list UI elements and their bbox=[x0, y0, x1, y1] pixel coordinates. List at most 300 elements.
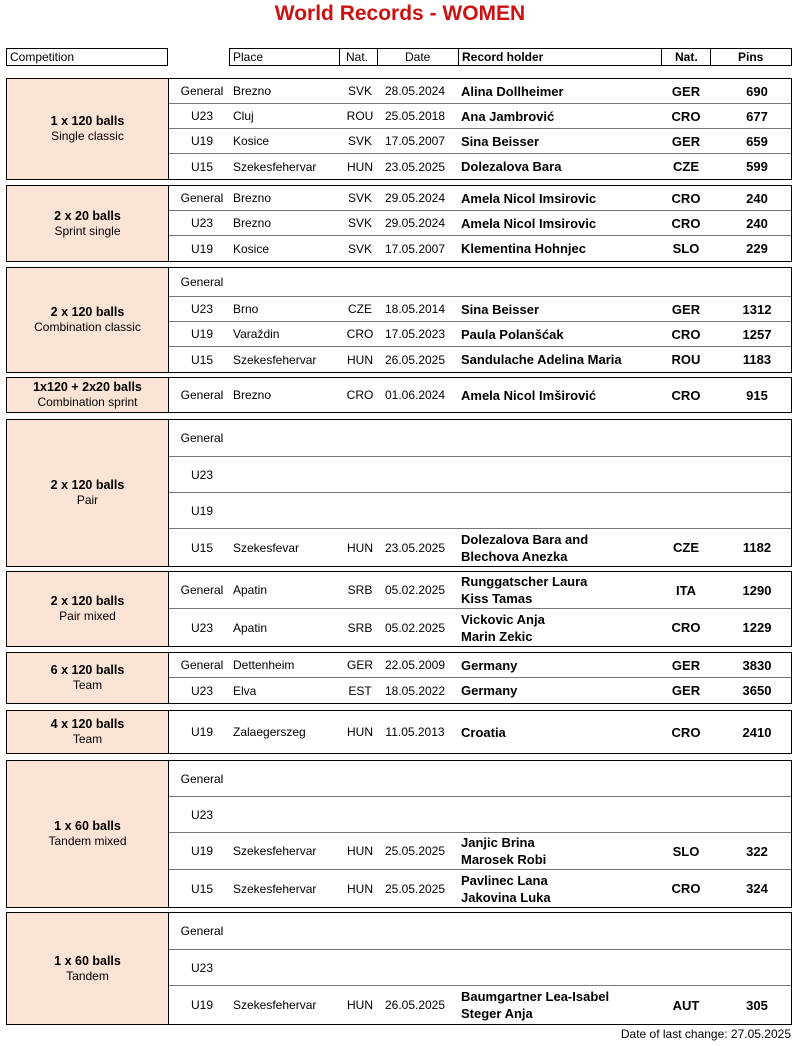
holder-nat-cell: ITA bbox=[676, 582, 696, 598]
record-rows bbox=[169, 913, 791, 1024]
competition-cell bbox=[7, 420, 169, 566]
holder-nat-cell: CRO bbox=[671, 326, 701, 342]
record-holder-cell bbox=[461, 378, 661, 412]
record-holder-name: Janjic Brina bbox=[461, 835, 535, 850]
competition-name: 6 x 120 balls bbox=[50, 663, 125, 677]
date-cell: 29.05.2024 bbox=[384, 216, 446, 230]
table-row bbox=[169, 79, 791, 104]
record-block bbox=[6, 377, 792, 413]
table-row bbox=[169, 457, 791, 493]
date-cell: 11.05.2013 bbox=[385, 725, 445, 739]
header-competition bbox=[6, 48, 168, 66]
holder-nat-cell bbox=[661, 797, 711, 832]
date-cell: 18.05.2014 bbox=[384, 302, 446, 316]
pins-cell: 1312 bbox=[742, 301, 772, 317]
record-block bbox=[6, 267, 792, 373]
holder-nat-cell bbox=[661, 268, 711, 296]
holder-nat-cell bbox=[661, 420, 711, 456]
place-cell: Brno bbox=[233, 302, 259, 316]
record-holder-cell bbox=[461, 186, 661, 210]
table-row bbox=[169, 833, 791, 870]
pins-cell: 677 bbox=[746, 108, 768, 124]
competition-name: 2 x 120 balls bbox=[50, 594, 125, 608]
place-nat-cell: HUN bbox=[347, 540, 373, 555]
competition-cell bbox=[7, 79, 169, 179]
record-holder-cell bbox=[461, 211, 661, 235]
table-row bbox=[169, 420, 791, 457]
place-cell: Varaždin bbox=[233, 327, 280, 341]
header-place-label: Place bbox=[233, 50, 264, 64]
category-cell: General bbox=[180, 84, 224, 98]
date-cell bbox=[375, 493, 455, 528]
place-nat-cell: HUN bbox=[347, 881, 373, 896]
record-rows bbox=[169, 420, 791, 566]
holder-nat-cell: CRO bbox=[671, 108, 701, 124]
record-holder-names bbox=[461, 301, 539, 318]
record-holder-name: Marin Zekic bbox=[461, 628, 533, 644]
record-holder-cell bbox=[461, 457, 661, 492]
category-cell: U23 bbox=[190, 960, 213, 975]
record-holder-names bbox=[461, 351, 622, 368]
category-cell: U19 bbox=[190, 241, 213, 256]
record-holder-name: Sina Beisser bbox=[461, 301, 540, 317]
place-cell bbox=[233, 797, 343, 832]
place-cell: Brezno bbox=[233, 84, 272, 98]
competition-type: Sprint single bbox=[54, 223, 121, 238]
table-row bbox=[169, 186, 791, 211]
holder-nat-cell: GER bbox=[671, 657, 701, 673]
date-cell bbox=[375, 457, 455, 492]
category-cell: U15 bbox=[190, 881, 213, 896]
table-row bbox=[169, 211, 791, 236]
place-cell: Szekesfehervar bbox=[233, 844, 317, 858]
header-holder-nat-label: Nat. bbox=[675, 50, 698, 64]
date-cell: 25.05.2018 bbox=[384, 109, 446, 123]
record-rows bbox=[169, 378, 791, 412]
record-holder-names bbox=[461, 724, 506, 741]
table-row bbox=[169, 297, 791, 322]
record-rows bbox=[169, 186, 791, 261]
record-holder-names bbox=[461, 240, 586, 257]
place-nat-cell: SVK bbox=[347, 241, 372, 256]
record-holder-names bbox=[461, 682, 517, 699]
last-change-date: Date of last change: 27.05.2025 bbox=[620, 1027, 791, 1041]
record-holder-name: Kiss Tamas bbox=[461, 591, 533, 606]
record-holder-cell bbox=[461, 833, 661, 869]
competition-name: 1 x 60 balls bbox=[54, 953, 121, 968]
date-cell: 25.05.2025 bbox=[384, 844, 446, 858]
pins-cell: 2410 bbox=[742, 724, 772, 740]
date-cell bbox=[375, 420, 455, 456]
date-cell: 17.05.2007 bbox=[384, 134, 446, 148]
record-block bbox=[6, 571, 792, 647]
holder-nat-cell: GER bbox=[671, 83, 701, 99]
record-holder-name: Runggatscher Laura bbox=[461, 574, 588, 589]
place-cell: Brezno bbox=[233, 388, 272, 402]
record-holder-name: Dolezalova Bara and bbox=[461, 531, 589, 547]
record-block bbox=[6, 185, 792, 262]
record-rows bbox=[169, 761, 791, 907]
table-row bbox=[169, 104, 791, 129]
holder-nat-cell: CRO bbox=[671, 387, 701, 403]
pins-cell: 599 bbox=[746, 159, 768, 174]
category-cell: U19 bbox=[190, 134, 213, 148]
holder-nat-cell: GER bbox=[671, 301, 701, 317]
date-cell: 23.05.2025 bbox=[384, 159, 446, 174]
record-holder-cell bbox=[461, 609, 661, 646]
record-holder-name: Sandulache Adelina Maria bbox=[461, 352, 622, 367]
competition-cell bbox=[7, 761, 169, 907]
record-holder-cell bbox=[461, 797, 661, 832]
record-holder-name: Germany bbox=[461, 657, 518, 673]
place-cell: Apatin bbox=[233, 583, 268, 597]
pins-cell: 3650 bbox=[742, 683, 772, 698]
record-holder-name: Pavlinec Lana bbox=[461, 872, 548, 888]
competition-name: 2 x 20 balls bbox=[54, 208, 121, 223]
record-holder-name: Blechova Anezka bbox=[461, 548, 568, 564]
table-row bbox=[169, 797, 791, 833]
record-block bbox=[6, 760, 792, 908]
place-cell bbox=[233, 950, 343, 985]
competition-name: 2 x 120 balls bbox=[50, 478, 125, 492]
table-row bbox=[169, 378, 791, 412]
table-row bbox=[169, 347, 791, 372]
record-holder-name: Sina Beisser bbox=[461, 133, 540, 149]
place-cell: Apatin bbox=[233, 620, 268, 635]
competition-cell bbox=[7, 572, 169, 646]
place-cell: Cluj bbox=[233, 109, 254, 123]
pins-cell bbox=[725, 420, 789, 456]
record-holder-name: Baumgartner Lea-Isabel bbox=[461, 989, 610, 1004]
record-holder-names bbox=[461, 108, 554, 125]
table-row bbox=[169, 129, 791, 154]
table-row bbox=[169, 154, 791, 179]
record-block bbox=[6, 78, 792, 180]
competition-cell bbox=[7, 378, 169, 412]
place-nat-cell: CRO bbox=[346, 388, 374, 402]
category-cell: General bbox=[180, 924, 224, 938]
holder-nat-cell: SLO bbox=[672, 241, 700, 256]
competition-name: 1x120 + 2x20 balls bbox=[33, 380, 142, 394]
date-cell: 26.05.2025 bbox=[384, 998, 446, 1012]
competition-name: 4 x 120 balls bbox=[50, 717, 125, 731]
record-holder-cell bbox=[461, 572, 661, 608]
place-nat-cell: SRB bbox=[347, 620, 373, 635]
place-nat-cell: SVK bbox=[347, 216, 372, 230]
record-holder-names bbox=[461, 158, 561, 175]
record-holder-names bbox=[461, 573, 587, 607]
holder-nat-cell bbox=[661, 457, 711, 492]
header-holder-label: Record holder bbox=[462, 50, 544, 64]
competition-cell bbox=[7, 186, 169, 261]
record-holder-names bbox=[461, 387, 596, 404]
place-nat-cell bbox=[345, 268, 375, 296]
record-holder-names bbox=[461, 872, 551, 906]
place-cell: Brezno bbox=[233, 191, 272, 205]
place-nat-cell bbox=[345, 457, 375, 492]
place-nat-cell: HUN bbox=[347, 159, 373, 174]
competition-type: Combination sprint bbox=[37, 395, 138, 409]
place-cell: Kosice bbox=[233, 241, 270, 256]
category-cell: U19 bbox=[190, 844, 213, 858]
holder-nat-cell: CRO bbox=[671, 724, 701, 740]
pins-cell: 229 bbox=[746, 241, 768, 256]
record-holder-cell bbox=[461, 236, 661, 261]
table-row bbox=[169, 870, 791, 907]
record-holder-name: Amela Nicol Imširović bbox=[461, 387, 597, 403]
record-holder-cell bbox=[461, 653, 661, 677]
table-row bbox=[169, 761, 791, 797]
header-competition-label: Competition bbox=[10, 50, 75, 64]
record-holder-name: Vickovic Anja bbox=[461, 611, 545, 627]
place-nat-cell bbox=[345, 420, 375, 456]
pins-cell: 690 bbox=[746, 83, 768, 99]
record-rows bbox=[169, 653, 791, 703]
record-holder-name: Paula Polanšćak bbox=[461, 326, 564, 342]
pins-cell: 322 bbox=[746, 843, 768, 859]
pins-cell: 240 bbox=[746, 190, 768, 206]
date-cell: 18.05.2022 bbox=[384, 683, 446, 698]
pins-cell: 1229 bbox=[742, 620, 772, 635]
date-cell: 05.02.2025 bbox=[384, 583, 446, 597]
header-date-label: Date bbox=[405, 50, 431, 64]
date-cell bbox=[375, 950, 455, 985]
place-nat-cell: SVK bbox=[347, 134, 372, 148]
record-block bbox=[6, 419, 792, 567]
record-holder-names bbox=[461, 611, 545, 645]
place-cell: Szekesfehervar bbox=[233, 159, 317, 174]
place-nat-cell bbox=[345, 761, 375, 796]
record-holder-cell bbox=[461, 870, 661, 907]
competition-type: Pair bbox=[76, 493, 99, 507]
record-holder-cell bbox=[461, 950, 661, 985]
pins-cell: 305 bbox=[746, 997, 768, 1013]
header-pins-label: Pins bbox=[738, 50, 764, 64]
place-nat-cell bbox=[345, 493, 375, 528]
place-nat-cell: ROU bbox=[346, 109, 374, 123]
pins-cell bbox=[725, 761, 789, 796]
record-holder-names bbox=[461, 190, 596, 207]
record-holder-name: Ana Jambrović bbox=[461, 108, 555, 124]
date-cell: 26.05.2025 bbox=[384, 352, 446, 367]
record-holder-cell bbox=[461, 493, 661, 528]
competition-type: Team bbox=[72, 678, 103, 692]
place-cell bbox=[233, 268, 343, 296]
category-cell: U19 bbox=[190, 725, 213, 739]
record-holder-cell bbox=[461, 129, 661, 153]
holder-nat-cell: GER bbox=[671, 683, 701, 698]
pins-cell: 1182 bbox=[742, 540, 772, 555]
place-cell: Szekesfehervar bbox=[233, 998, 317, 1012]
pins-cell bbox=[725, 797, 789, 832]
record-holder-name: Klementina Hohnjec bbox=[461, 241, 586, 256]
competition-type: Combination classic bbox=[34, 320, 141, 334]
record-holder-name: Germany bbox=[461, 683, 518, 698]
record-holder-name: Amela Nicol Imsirovic bbox=[461, 190, 597, 206]
record-holder-name: Amela Nicol Imsirovic bbox=[461, 215, 597, 231]
record-holder-names bbox=[461, 326, 564, 343]
pins-cell bbox=[725, 913, 789, 949]
record-holder-cell bbox=[461, 322, 661, 346]
table-row bbox=[169, 711, 791, 753]
competition-name: 1 x 60 balls bbox=[54, 819, 121, 833]
competition-name: 1 x 120 balls bbox=[50, 114, 125, 128]
record-holder-names bbox=[461, 83, 564, 100]
record-holder-cell bbox=[461, 678, 661, 703]
date-cell bbox=[375, 913, 455, 949]
place-cell: Kosice bbox=[233, 134, 270, 148]
pins-cell: 1257 bbox=[742, 326, 772, 342]
place-nat-cell: SVK bbox=[347, 191, 372, 205]
holder-nat-cell bbox=[661, 950, 711, 985]
holder-nat-cell: SLO bbox=[672, 843, 700, 859]
holder-nat-cell: GER bbox=[671, 133, 701, 149]
record-holder-names bbox=[461, 657, 517, 674]
place-cell: Szekesfevar bbox=[233, 540, 300, 555]
competition-cell bbox=[7, 653, 169, 703]
table-row bbox=[169, 236, 791, 261]
table-row bbox=[169, 572, 791, 609]
place-nat-cell: GER bbox=[346, 658, 373, 672]
date-cell: 17.05.2023 bbox=[384, 327, 446, 341]
competition-cell bbox=[7, 913, 169, 1024]
place-cell: Szekesfehervar bbox=[233, 881, 317, 896]
date-cell: 22.05.2009 bbox=[384, 658, 446, 672]
category-cell: U15 bbox=[190, 352, 213, 367]
date-cell: 01.06.2024 bbox=[384, 388, 446, 402]
competition-cell bbox=[7, 268, 169, 372]
category-cell: U23 bbox=[190, 216, 213, 230]
category-cell: General bbox=[180, 431, 224, 445]
record-rows bbox=[169, 79, 791, 179]
place-nat-cell: HUN bbox=[347, 352, 373, 367]
record-holder-name: Marosek Robi bbox=[461, 852, 547, 867]
date-cell bbox=[375, 761, 455, 796]
place-cell bbox=[233, 761, 343, 796]
holder-nat-cell: ROU bbox=[671, 352, 701, 367]
date-cell: 05.02.2025 bbox=[384, 620, 446, 635]
place-nat-cell: CZE bbox=[348, 302, 372, 316]
place-nat-cell: CRO bbox=[346, 327, 374, 341]
table-row bbox=[169, 678, 791, 703]
category-cell: General bbox=[180, 658, 224, 672]
holder-nat-cell: CRO bbox=[671, 190, 701, 206]
category-cell: U19 bbox=[190, 503, 213, 518]
place-nat-cell: SVK bbox=[347, 84, 372, 98]
header-row bbox=[229, 48, 792, 66]
category-cell: U23 bbox=[190, 620, 213, 635]
holder-nat-cell bbox=[661, 913, 711, 949]
record-block bbox=[6, 710, 792, 754]
pins-cell bbox=[725, 493, 789, 528]
category-cell: U23 bbox=[190, 467, 213, 482]
record-rows bbox=[169, 572, 791, 646]
date-cell: 23.05.2025 bbox=[384, 540, 446, 555]
category-cell: General bbox=[180, 275, 224, 289]
category-cell: U15 bbox=[190, 540, 213, 555]
place-nat-cell: EST bbox=[348, 683, 372, 698]
category-cell: General bbox=[180, 191, 224, 205]
table-row bbox=[169, 913, 791, 950]
date-cell bbox=[375, 797, 455, 832]
record-block bbox=[6, 652, 792, 704]
place-nat-cell: HUN bbox=[347, 844, 373, 858]
category-cell: U15 bbox=[190, 159, 213, 174]
holder-nat-cell: AUT bbox=[672, 997, 700, 1013]
table-row bbox=[169, 986, 791, 1024]
category-cell: General bbox=[180, 771, 224, 786]
table-row bbox=[169, 493, 791, 529]
pins-cell bbox=[725, 950, 789, 985]
record-holder-cell bbox=[461, 529, 661, 566]
record-holder-cell bbox=[461, 347, 661, 372]
competition-type: Tandem bbox=[66, 968, 109, 983]
table-row bbox=[169, 322, 791, 347]
competition-type: Single classic bbox=[51, 129, 124, 143]
category-cell: U23 bbox=[190, 683, 213, 698]
record-holder-name: Croatia bbox=[461, 724, 506, 740]
place-nat-cell: HUN bbox=[347, 998, 373, 1012]
holder-nat-cell: CZE bbox=[673, 159, 699, 174]
pins-cell: 915 bbox=[746, 387, 768, 403]
pins-cell bbox=[725, 268, 789, 296]
record-holder-name: Alina Dollheimer bbox=[461, 83, 564, 99]
record-holder-cell bbox=[461, 154, 661, 179]
place-nat-cell bbox=[345, 950, 375, 985]
table-row bbox=[169, 268, 791, 297]
table-row bbox=[169, 950, 791, 986]
record-holder-cell bbox=[461, 104, 661, 128]
record-rows bbox=[169, 711, 791, 753]
record-holder-cell bbox=[461, 79, 661, 103]
record-holder-names bbox=[461, 988, 609, 1022]
place-cell: Szekesfehervar bbox=[233, 352, 317, 367]
holder-nat-cell bbox=[661, 761, 711, 796]
competition-cell bbox=[7, 711, 169, 753]
pins-cell: 324 bbox=[746, 881, 768, 896]
place-nat-cell bbox=[345, 913, 375, 949]
category-cell: U23 bbox=[190, 807, 213, 822]
table-row bbox=[169, 653, 791, 678]
category-cell: U19 bbox=[190, 327, 213, 341]
record-holder-cell bbox=[461, 297, 661, 321]
holder-nat-cell: CZE bbox=[673, 540, 699, 555]
holder-nat-cell bbox=[661, 493, 711, 528]
record-holder-names bbox=[461, 834, 546, 868]
record-holder-name: Jakovina Luka bbox=[461, 889, 551, 905]
place-cell bbox=[233, 457, 343, 492]
record-holder-names bbox=[461, 215, 596, 232]
category-cell: U23 bbox=[190, 302, 213, 316]
competition-name: 2 x 120 balls bbox=[50, 305, 125, 319]
place-cell: Dettenheim bbox=[233, 658, 295, 672]
holder-nat-cell: CRO bbox=[671, 620, 701, 635]
place-nat-cell bbox=[345, 797, 375, 832]
category-cell: U23 bbox=[190, 109, 213, 123]
place-cell bbox=[233, 420, 343, 456]
record-block bbox=[6, 912, 792, 1025]
pins-cell bbox=[725, 457, 789, 492]
header-nat-label: Nat. bbox=[346, 50, 369, 64]
pins-cell: 659 bbox=[746, 133, 768, 149]
date-cell: 29.05.2024 bbox=[384, 191, 446, 205]
category-cell: General bbox=[180, 388, 224, 402]
place-cell bbox=[233, 913, 343, 949]
place-nat-cell: SRB bbox=[347, 583, 373, 597]
record-holder-cell bbox=[461, 711, 661, 753]
pins-cell: 1183 bbox=[742, 352, 772, 367]
date-cell: 28.05.2024 bbox=[384, 84, 446, 98]
